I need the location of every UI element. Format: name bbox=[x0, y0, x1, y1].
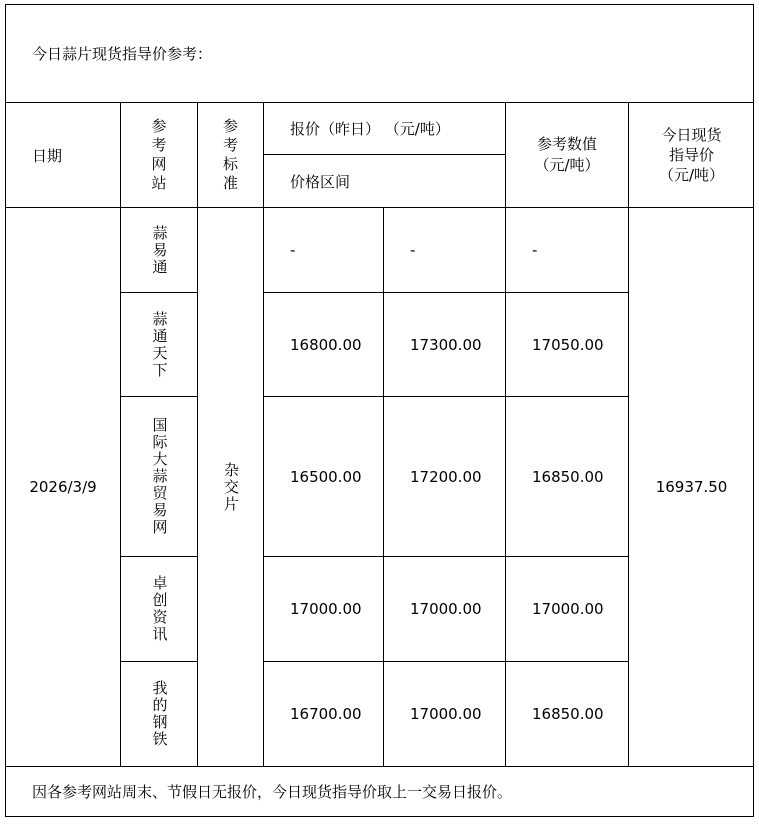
table-cell-low bbox=[264, 662, 383, 766]
site-name: 蒜通天下 bbox=[150, 310, 169, 379]
ref-value: 16850.00 bbox=[532, 467, 604, 486]
table-cell-low bbox=[264, 557, 383, 661]
header-line: 今日现货 bbox=[661, 126, 722, 144]
price-high: 17300.00 bbox=[410, 335, 482, 354]
header-line: 参考数值 bbox=[536, 135, 597, 153]
standard-value: 杂交片 bbox=[222, 461, 240, 513]
header-char: 参 bbox=[151, 117, 167, 135]
col-header-quote bbox=[264, 103, 505, 154]
date-value: 2026/3/9 bbox=[29, 478, 97, 496]
table-cell-low bbox=[264, 397, 383, 556]
guide-price-value: 16937.50 bbox=[655, 478, 728, 496]
price-low: - bbox=[290, 241, 296, 259]
site-name: 蒜易通 bbox=[150, 224, 169, 276]
table-cell-ref bbox=[506, 208, 628, 292]
header-char: 网 bbox=[151, 155, 167, 173]
col-header-ref-value bbox=[506, 103, 628, 207]
footer-note-text: 因各参考网站周末、节假日无报价，今日现货指导价取上一交易日报价。 bbox=[32, 783, 513, 801]
header-char: 站 bbox=[151, 174, 167, 192]
header-line: （元/吨） bbox=[534, 156, 600, 174]
col-header-guide-price bbox=[629, 103, 754, 207]
header-note-text: 今日蒜片现货指导价参考： bbox=[32, 45, 213, 63]
header-char: 考 bbox=[151, 136, 167, 154]
col-header-date-text: 日期 bbox=[32, 146, 63, 165]
table-cell-high bbox=[384, 208, 505, 292]
ref-value: - bbox=[532, 241, 538, 259]
date-cell bbox=[6, 208, 120, 766]
site-cell bbox=[121, 662, 197, 766]
col-header-guide-price-text bbox=[659, 125, 724, 185]
footer-note bbox=[6, 767, 753, 816]
col-header-date bbox=[6, 103, 120, 207]
table-cell-high bbox=[384, 397, 505, 556]
header-char: 准 bbox=[222, 174, 238, 192]
guide-price-cell bbox=[629, 208, 754, 766]
site-cell bbox=[121, 397, 197, 556]
table-cell-ref bbox=[506, 397, 628, 556]
ref-value: 17050.00 bbox=[532, 335, 604, 354]
col-header-site-text bbox=[151, 117, 166, 193]
price-low: 17000.00 bbox=[290, 600, 362, 618]
price-high: 17000.00 bbox=[410, 600, 482, 618]
header-char: 标 bbox=[222, 155, 238, 173]
header-char: 考 bbox=[222, 136, 238, 154]
price-high: 17000.00 bbox=[410, 705, 482, 723]
standard-cell bbox=[198, 208, 263, 766]
col-header-standard bbox=[198, 103, 263, 207]
table-cell-high bbox=[384, 557, 505, 661]
col-header-site bbox=[121, 103, 197, 207]
ref-value: 16850.00 bbox=[532, 705, 604, 723]
col-header-ref-value-text bbox=[534, 134, 599, 176]
site-name: 卓创资讯 bbox=[150, 575, 169, 643]
ref-value: 17000.00 bbox=[532, 600, 604, 618]
table-cell-low bbox=[264, 208, 383, 292]
header-line: （元/吨） bbox=[658, 166, 725, 184]
table-cell-ref bbox=[506, 557, 628, 661]
col-header-range-text: 价格区间 bbox=[290, 172, 351, 191]
header-note bbox=[6, 5, 753, 102]
col-header-range bbox=[264, 155, 505, 207]
price-low: 16500.00 bbox=[290, 467, 362, 486]
header-line: 指导价 bbox=[668, 146, 714, 164]
price-high: - bbox=[410, 241, 416, 259]
table-cell-ref bbox=[506, 293, 628, 396]
col-header-quote-text: 报价（昨日） （元/吨） bbox=[290, 120, 450, 138]
price-high: 17200.00 bbox=[410, 467, 482, 486]
table-cell-ref bbox=[506, 662, 628, 766]
table-cell-low bbox=[264, 293, 383, 396]
col-header-standard-text bbox=[223, 117, 238, 193]
table-cell-high bbox=[384, 293, 505, 396]
site-cell bbox=[121, 208, 197, 292]
table-cell-high bbox=[384, 662, 505, 766]
price-low: 16800.00 bbox=[290, 335, 362, 354]
header-char: 参 bbox=[222, 117, 238, 135]
site-name: 我的钢铁 bbox=[150, 680, 169, 748]
site-cell bbox=[121, 557, 197, 661]
price-low: 16700.00 bbox=[290, 705, 362, 723]
site-cell bbox=[121, 293, 197, 396]
site-name: 国际大蒜贸易网 bbox=[150, 417, 169, 536]
